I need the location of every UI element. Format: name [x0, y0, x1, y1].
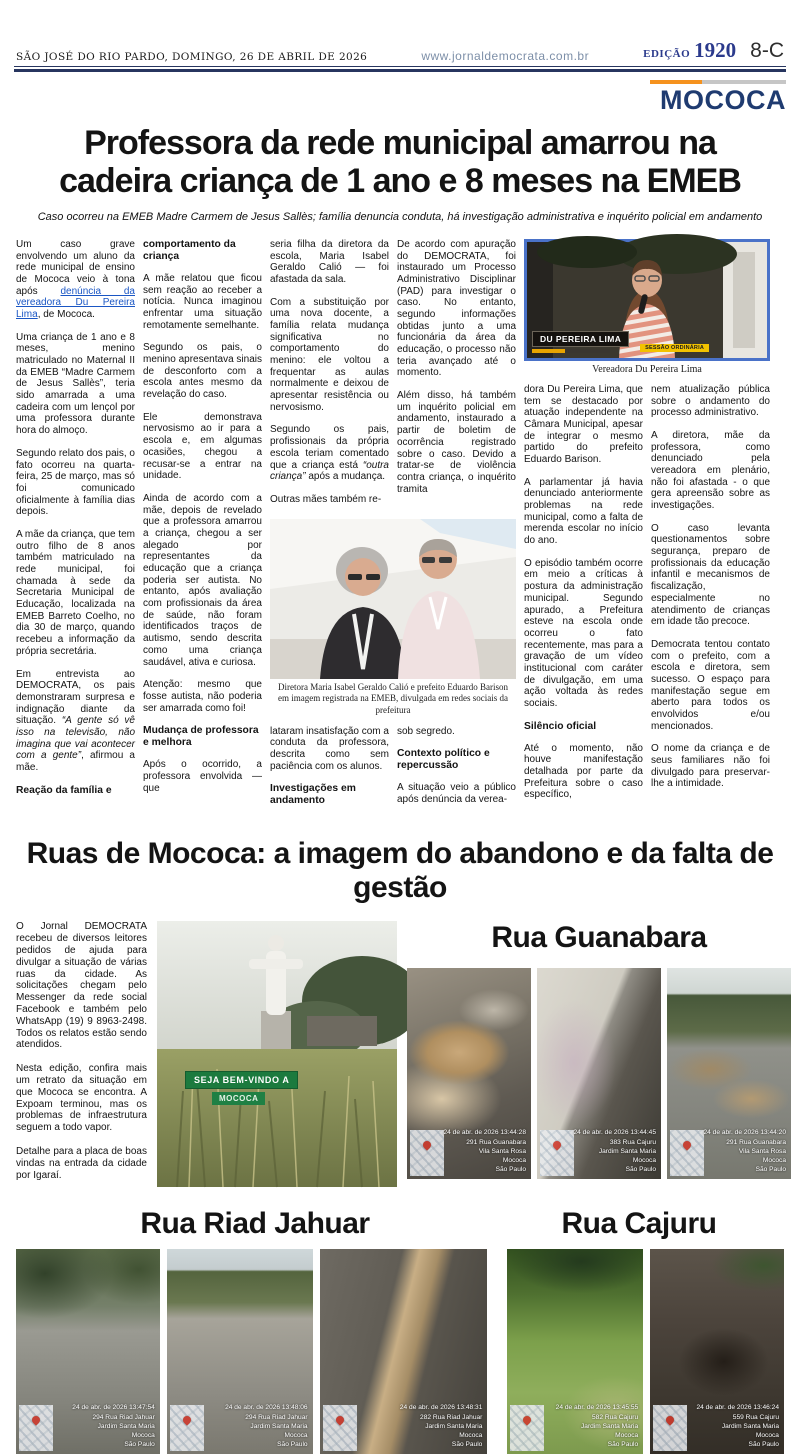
- paragraph-text: Em entrevista ao DEMOCRATA, os pais demonstraram surpresa e indignação diante da situação.: [16, 668, 135, 727]
- subhead-investigacoes: Investigações em andamento: [270, 783, 356, 807]
- paragraph: Até o momento, não houve manifestação detalhada por parte da Prefeitura sobre o caso específico,: [524, 742, 643, 801]
- paragraph: A diretora, mãe da professora, como denunciado pela vereadora em plenário, não foi afastada - o que gera apreensão sobre as investigações.: [651, 429, 770, 511]
- paragraph: A mãe da criança, que tem outro filho de 8 anos também matriculado na rede municipal, foi chamada à sede da Secretaria Municipal de Educação, localizada na EMEB Barreto Coelho, no dia 30 de março, quando recebeu a informação da própria secretária.: [16, 528, 135, 657]
- street-photo-guanabara-3: [667, 968, 791, 1179]
- watermark-line: 291 Rua Guanabara: [726, 1138, 786, 1146]
- article1-headline: Professora da rede municipal amarrou na cadeira criança de 1 ano e 8 meses na EMEB: [59, 124, 741, 201]
- street-photo-cajuru-2: [650, 1249, 784, 1454]
- photo-escola: [270, 519, 516, 679]
- heading-rua-riad-jahuar: Rua Riad Jahuar: [140, 1207, 370, 1241]
- photo-entrada-cidade: [157, 921, 397, 1187]
- map-inset: [653, 1405, 687, 1451]
- paragraph: O episódio também ocorre em meio a críticas à postura da administração municipal. Segundo apurado, a Prefeitura esteve na escola onde ocorreu o fato recentemente, mas para a gravação de um vídeo institucional com caráter de divulgação, em uma ação voltada às redes sociais.: [524, 557, 643, 709]
- street-photo-riad-2: [167, 1249, 313, 1454]
- photo-vereadora: [524, 239, 770, 361]
- article-ruas: [0, 837, 800, 1454]
- article1-col1: [16, 239, 135, 818]
- watermark-line: 294 Rua Riad Jahuar: [245, 1413, 308, 1421]
- watermark-line: Jardim Santa Maria: [581, 1422, 639, 1430]
- article1-col3-bottom: [270, 726, 389, 818]
- paragraph: lataram insatisfação com a conduta da professora, descrita como sem paciência com os alunos.: [270, 725, 389, 772]
- photo-escola-illustration: [270, 519, 516, 679]
- map-inset: [410, 1130, 444, 1176]
- session-tag: SESSÃO ORDINÁRIA: [640, 344, 709, 352]
- paragraph: seria filha da diretora da escola, Maria Isabel Geraldo Calió — foi afastada da sala.: [270, 238, 389, 285]
- map-inset: [323, 1405, 357, 1451]
- watermark-line: Mococa: [632, 1157, 656, 1165]
- watermark-line: Jardim Santa Maria: [721, 1422, 779, 1430]
- photo-escola-caption: Diretora Maria Isabel Geraldo Calió e prefeito Eduardo Barison em imagem registrada na EMEB, divulgada em redes sociais da prefeitura: [278, 681, 508, 715]
- watermark-line: Mococa: [502, 1157, 526, 1165]
- bottom-photos-row: [0, 1249, 800, 1454]
- subhead-contexto: Contexto político e repercussão: [397, 748, 490, 772]
- watermark-line: São Paulo: [607, 1441, 639, 1449]
- watermark-line: São Paulo: [755, 1166, 786, 1174]
- section-accent-bar: [650, 80, 786, 84]
- edition-number: 1920: [694, 38, 737, 62]
- watermark-line: 582 Rua Cajuru: [591, 1413, 639, 1421]
- map-pin-icon: [181, 1415, 192, 1426]
- watermark-line: Vila Santa Rosa: [738, 1147, 786, 1155]
- article1-col5: [524, 384, 643, 812]
- paragraph: Ele demonstrava nervosismo ao ir para a escola e, em algumas ocasiões, chegou a recusar-se a entrar na unidade.: [143, 411, 262, 482]
- map-inset: [670, 1130, 704, 1176]
- welcome-sign-line2: MOCOCA: [212, 1092, 265, 1105]
- watermark-line: 559 Rua Cajuru: [732, 1413, 779, 1421]
- paragraph: O nome da criança e de seus familiares não foi divulgado para preservar-lhe a intimidade.: [651, 743, 770, 790]
- paragraph: Além disso, há também um inquérito policial em andamento, instaurado a partir de boletim de ocorrência registrado sobre o caso. Devido a tratar-se de violência contra criança, o inquérito tramita: [397, 390, 516, 495]
- paragraph: Nesta edição, confira mais um retrato da situação em que Mococa se encontra. A Expoam terminou, mas os problemas de infraestrutura seguem a todo vapor.: [16, 1063, 147, 1134]
- paragraph: O Jornal DEMOCRATA recebeu de diversos leitores pedidos de ajuda para divulgar a situação de várias ruas da cidade. As solicitações chegam pelo Messenger da rede social Facebook e também pelo WhatsApp (19) 9 8963-2498. Todos os relatos estão sendo atendidos.: [16, 921, 147, 1051]
- article1-subheadline: Caso ocorreu na EMEB Madre Carmem de Jesus Sallès; família denuncia conduta, há investigação administrativa e inquérito policial em andamento: [37, 210, 763, 223]
- paragraph: Após o ocorrido, a professora envolvida — que: [143, 759, 262, 794]
- masthead-date: SÃO JOSÉ DO RIO PARDO, DOMINGO, 26 DE ABRIL DE 2026: [16, 51, 368, 63]
- watermark-line: 24 de abr. de 2026 13:48:31: [399, 1404, 483, 1412]
- watermark-line: 24 de abr. de 2026 13:44:45: [573, 1129, 656, 1137]
- accent-orange-segment: [650, 80, 702, 84]
- watermark-line: 24 de abr. de 2026 13:44:20: [703, 1129, 786, 1137]
- paragraph: sob segredo.: [397, 725, 455, 737]
- subhead-comportamento: comportamento da criança: [143, 238, 236, 262]
- watermark-line: São Paulo: [451, 1441, 483, 1449]
- map-inset: [510, 1405, 544, 1451]
- edition-label: EDIÇÃO: [643, 48, 691, 60]
- street-photo-guanabara-1: [407, 968, 531, 1179]
- map-inset: [540, 1130, 574, 1176]
- paragraph-text: após a mudança.: [305, 471, 386, 483]
- denuncia-vereadora-link[interactable]: denúncia da vereadora Du Pereira Lima: [16, 285, 135, 320]
- paragraph: [16, 669, 135, 774]
- heading-rua-guanabara: Rua Guanabara: [491, 921, 707, 955]
- watermark-line: 282 Rua Riad Jahuar: [420, 1413, 483, 1421]
- photo-watermark: [574, 1128, 657, 1174]
- watermark-line: 291 Rua Guanabara: [466, 1138, 526, 1146]
- guanabara-block: [407, 921, 791, 1179]
- paragraph: Uma criança de 1 ano e 8 meses, menino matriculado no Maternal II da EMEB “Madre Carmem de Jesus Sallès”, teria sido amarrada a uma cadeira com um lençol por uma professora durante hora do almoço.: [16, 331, 135, 437]
- entrada-illustration: [157, 921, 397, 1187]
- paragraph: Segundo os pais, o menino apresentava sinais de desconforto com a escola antes mesmo da revelação do caso.: [143, 342, 262, 401]
- paragraph: O caso levanta questionamentos sobre segurança, preparo de profissionais da educação infantil e mecanismos de fiscalização, especialmente no atendimento de crianças em idade tão precoce.: [651, 522, 770, 628]
- paragraph: A situação veio a público após denúncia da verea-: [397, 782, 516, 806]
- quote-text: “A gente só vê isso na televisão, não imagina que vai acontecer com a gente”: [16, 715, 135, 762]
- paragraph: nem atualização pública sobre o andamento do processo administrativo.: [651, 383, 770, 419]
- subhead-mudanca: Mudança de professora e melhora: [143, 725, 259, 749]
- paragraph: Detalhe para a placa de boas vindas na entrada da cidade por Igaraí.: [16, 1146, 147, 1181]
- watermark-line: 383 Rua Cajuru: [609, 1138, 656, 1146]
- photo-watermark: [444, 1128, 527, 1174]
- map-inset: [19, 1405, 53, 1451]
- photo-watermark: [400, 1403, 483, 1449]
- paragraph: Outras mães também re-: [270, 493, 382, 505]
- lower-third-name: DU PEREIRA LIMA: [532, 331, 629, 347]
- watermark-line: São Paulo: [748, 1441, 779, 1449]
- watermark-line: 24 de abr. de 2026 13:45:55: [555, 1404, 639, 1412]
- map-pin-icon: [681, 1140, 692, 1151]
- paragraph: Com a substituição por uma nova docente, a família relata mudança significativa no comportamento do menino: ele voltou a frequentar as aulas normalmente e deixou de apresentar resistência ou nervosismo.: [270, 296, 389, 413]
- paragraph-text: , afirmou a mãe.: [16, 750, 135, 773]
- watermark-line: São Paulo: [277, 1441, 308, 1449]
- section-title: MOCOCA: [660, 85, 786, 115]
- watermark-line: 24 de abr. de 2026 13:44:28: [443, 1129, 526, 1137]
- watermark-line: Vila Santa Rosa: [478, 1147, 526, 1155]
- paragraph: Segundo relato dos pais, o fato ocorreu na quarta-feira, 25 de março, mas só foi comunicado oficialmente à família dias depois.: [16, 447, 135, 518]
- article1-col2: [143, 239, 262, 818]
- map-pin-icon: [421, 1140, 432, 1151]
- watermark-line: 24 de abr. de 2026 13:47:54: [72, 1404, 155, 1412]
- article1-columns: [0, 239, 800, 818]
- paragraph-text: , de Mococa.: [37, 308, 95, 320]
- paragraph: dora Du Pereira Lima, que tem se destacado por atuação independente na Câmara Municipal, apesar de integrar o mesmo partido do prefeito Eduardo Barison.: [524, 383, 643, 465]
- article1-col4-bottom: [397, 726, 516, 818]
- article2-top-row: [0, 921, 800, 1193]
- paragraph-text: Segundo os pais, profissionais da própria escola teriam comentado que a criança está: [270, 424, 389, 471]
- paragraph: A mãe relatou que ficou sem reação ao receber a notícia. Nunca imaginou enfrentar uma situação remotamente semelhante.: [143, 272, 262, 331]
- lower-third-bar: [532, 349, 610, 353]
- map-inset: [170, 1405, 204, 1451]
- watermark-line: São Paulo: [495, 1166, 526, 1174]
- photo-watermark: [556, 1403, 639, 1449]
- street-photo-guanabara-2: [537, 968, 661, 1179]
- street-photo-cajuru-1: [507, 1249, 643, 1454]
- photo-escola-figure: [270, 519, 516, 717]
- masthead: [0, 0, 800, 66]
- paragraph-text: Um caso grave envolvendo um aluno da rede municipal de ensino de Mococa veio à tona após: [16, 238, 135, 297]
- watermark-line: Mococa: [762, 1157, 786, 1165]
- photo-vereadora-figure: [524, 239, 770, 375]
- subhead-silencio: Silêncio oficial: [524, 720, 597, 732]
- masthead-website: www.jornaldemocrata.com.br: [421, 49, 590, 63]
- article1-col6: [651, 384, 770, 812]
- watermark-line: Jardim Santa Maria: [425, 1422, 483, 1430]
- accent-gray-segment: [702, 80, 786, 84]
- article2-text-column: [16, 921, 147, 1193]
- welcome-sign-line1: SEJA BEM-VINDO A: [185, 1071, 298, 1089]
- paragraph: Atenção: mesmo que fosse autista, não poderia ser amarrada como foi!: [143, 679, 262, 714]
- map-pin-icon: [665, 1415, 676, 1426]
- paragraph: [270, 424, 389, 482]
- section-area: [0, 72, 800, 116]
- article-emeb: [0, 124, 800, 817]
- photo-vereadora-caption: Vereadora Du Pereira Lima: [592, 363, 702, 375]
- subhead-reacao: Reação da família e: [16, 784, 112, 796]
- article1-col4-top: [397, 239, 516, 517]
- map-pin-icon: [522, 1415, 533, 1426]
- paragraph: [16, 239, 135, 321]
- heading-rua-cajuru: Rua Cajuru: [561, 1207, 717, 1241]
- photo-watermark: [72, 1403, 155, 1449]
- watermark-line: Jardim Santa Maria: [250, 1422, 308, 1430]
- watermark-line: Mococa: [131, 1431, 155, 1439]
- photo-watermark: [225, 1403, 308, 1449]
- watermark-line: Mococa: [615, 1431, 639, 1439]
- watermark-line: Mococa: [755, 1431, 779, 1439]
- watermark-line: Mococa: [459, 1431, 483, 1439]
- page-number: 8-C: [750, 39, 784, 62]
- article1-colgroup-34: [270, 239, 516, 818]
- paragraph: Democrata tentou contato com o prefeito, com a escola e diretora, sem sucesso. O espaço para manifestação segue em aberto para todos os envolvidos e/ou mencionados.: [651, 638, 770, 732]
- watermark-line: São Paulo: [124, 1441, 155, 1449]
- edition-block: [643, 38, 736, 63]
- photo-watermark: [696, 1403, 779, 1449]
- watermark-line: Jardim Santa Maria: [598, 1147, 656, 1155]
- street-photo-riad-1: [16, 1249, 160, 1454]
- street-photo-riad-3: [320, 1249, 488, 1454]
- photo-watermark: [704, 1128, 787, 1174]
- map-pin-icon: [551, 1140, 562, 1151]
- column-gap: [494, 1249, 500, 1454]
- paragraph: Ainda de acordo com a mãe, depois de revelado que a professora amarrou a criança, chegou a ser alegado por representantes da educação que a criança poderia ser autista. No entanto, após avaliação com profissionais da área de saúde, não foram identificados traços de autismo, sendo descrita como uma criança saudável, ativa e curiosa.: [143, 492, 262, 668]
- map-pin-icon: [334, 1415, 345, 1426]
- watermark-line: Jardim Santa Maria: [97, 1422, 155, 1430]
- map-pin-icon: [30, 1415, 41, 1426]
- quote-text: “outra criança”: [270, 459, 389, 483]
- watermark-line: 24 de abr. de 2026 13:46:24: [696, 1404, 779, 1412]
- watermark-line: São Paulo: [625, 1166, 656, 1174]
- paragraph: De acordo com apuração do DEMOCRATA, foi instaurado um Processo Administrativo Disciplinar (PAD) para investigar o caso. No entanto, segundo informações obtidas junto a uma funcionária da área da educação, o processo não teria avançado até o momento.: [397, 238, 516, 379]
- street-headings-row: [0, 1207, 800, 1241]
- paragraph: A parlamentar já havia denunciado anteriormente problemas na rede municipal, como a falta de merenda escolar no início do ano.: [524, 476, 643, 547]
- watermark-line: Mococa: [284, 1431, 308, 1439]
- article2-headline: Ruas de Mococa: a imagem do abandono e da falta de gestão: [26, 837, 774, 905]
- article1-colgroup-56: [524, 239, 770, 818]
- watermark-line: 294 Rua Riad Jahuar: [92, 1413, 155, 1421]
- watermark-line: 24 de abr. de 2026 13:48:06: [225, 1404, 308, 1412]
- article1-col3-top: [270, 239, 389, 517]
